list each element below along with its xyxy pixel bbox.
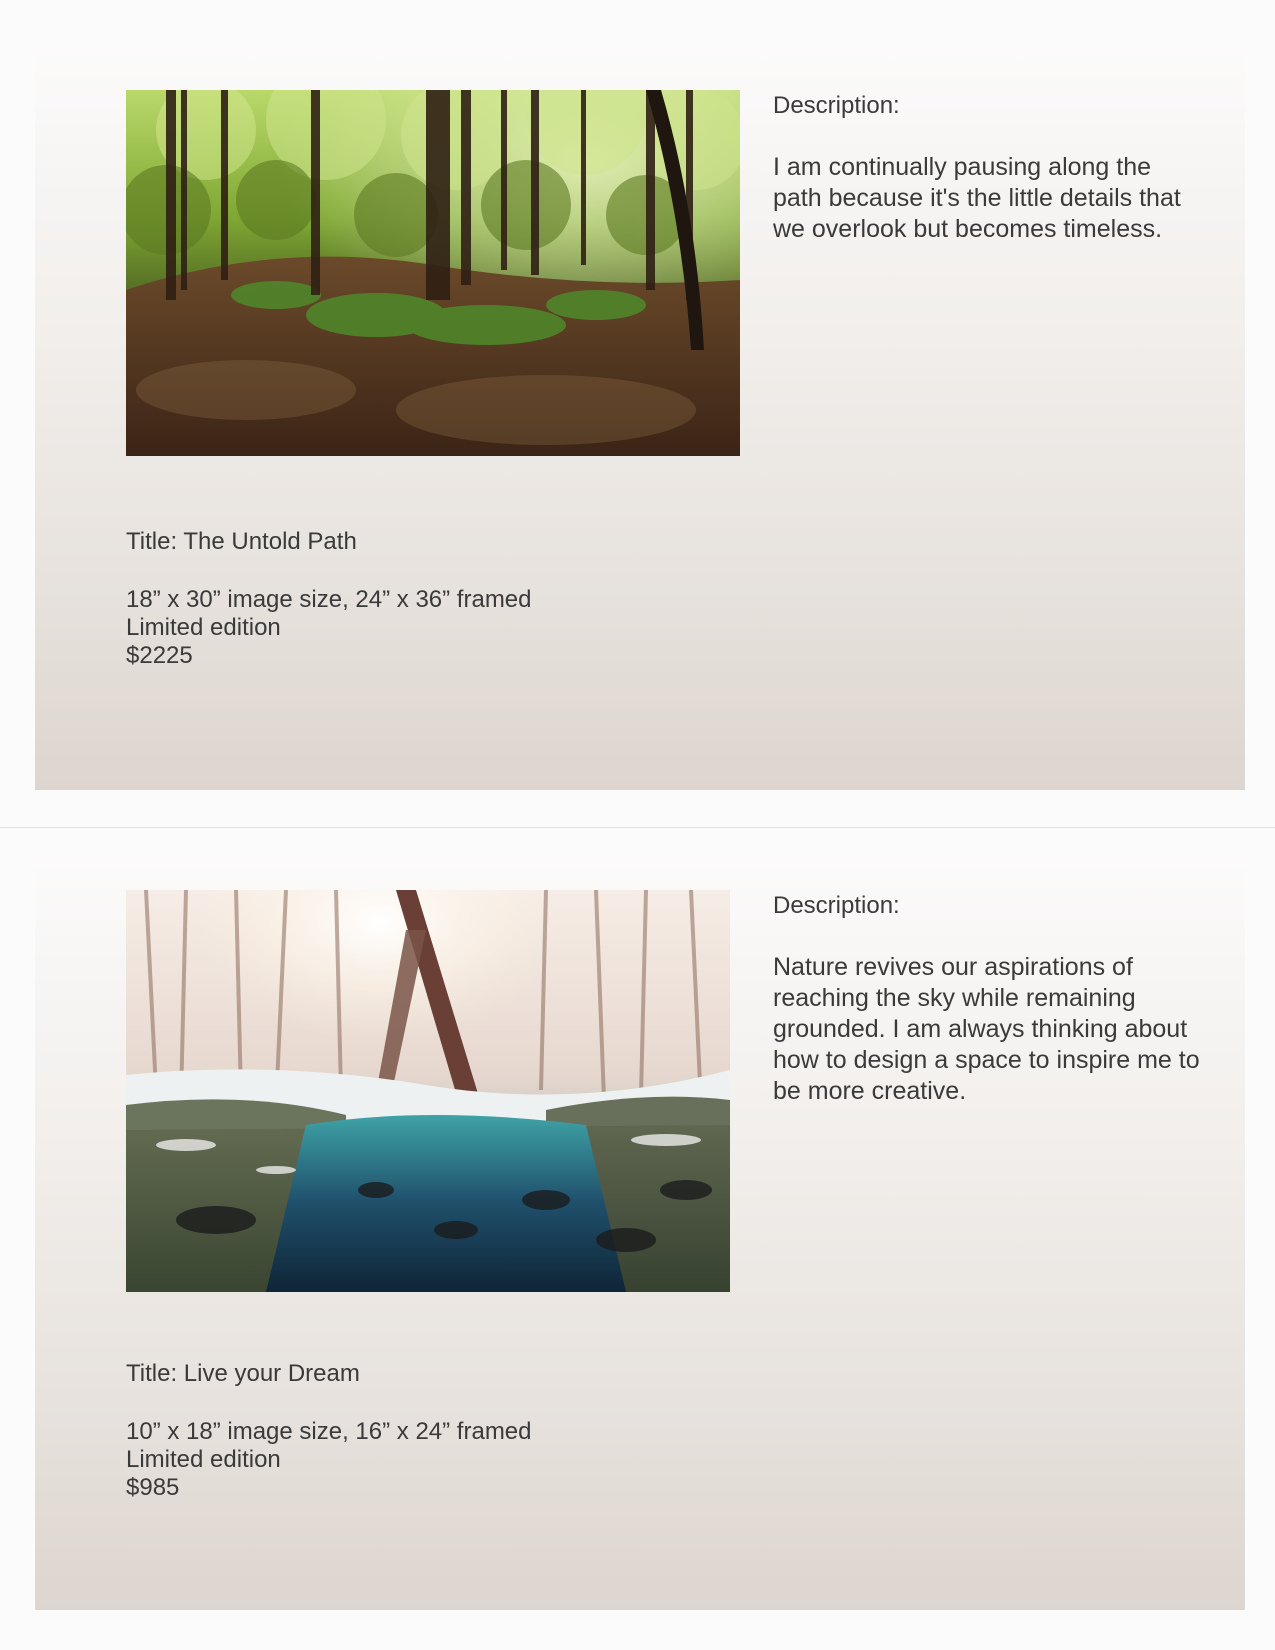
artwork-price: $2225 — [126, 642, 193, 669]
artwork-edition: Limited edition — [126, 614, 281, 641]
artwork-photo — [126, 90, 740, 456]
artwork-price: $985 — [126, 1474, 180, 1501]
description-label: Description: — [773, 92, 900, 119]
description-block — [773, 92, 1203, 245]
artwork-size: 18” x 30” image size, 24” x 36” framed — [126, 586, 532, 613]
artwork-title: Title: The Untold Path — [126, 528, 357, 555]
description-text: I am continually pausing along the path because it's the little details that we overlook but becomes timeless. — [773, 153, 1181, 243]
description-block — [773, 892, 1203, 1107]
artwork-details — [126, 528, 766, 670]
artwork-size: 10” x 18” image size, 16” x 24” framed — [126, 1418, 532, 1445]
description-label: Description: — [773, 892, 900, 919]
artwork-edition: Limited edition — [126, 1446, 281, 1473]
artwork-photo — [126, 890, 730, 1292]
artwork-details — [126, 1360, 766, 1502]
artwork-card — [35, 850, 1245, 1610]
artwork-card — [35, 40, 1245, 790]
section-divider — [0, 827, 1275, 828]
description-text: Nature revives our aspirations of reaching the sky while remaining grounded. I am always thinking about how to design a space to inspire me to be more creative. — [773, 953, 1200, 1105]
artwork-title: Title: Live your Dream — [126, 1360, 360, 1387]
